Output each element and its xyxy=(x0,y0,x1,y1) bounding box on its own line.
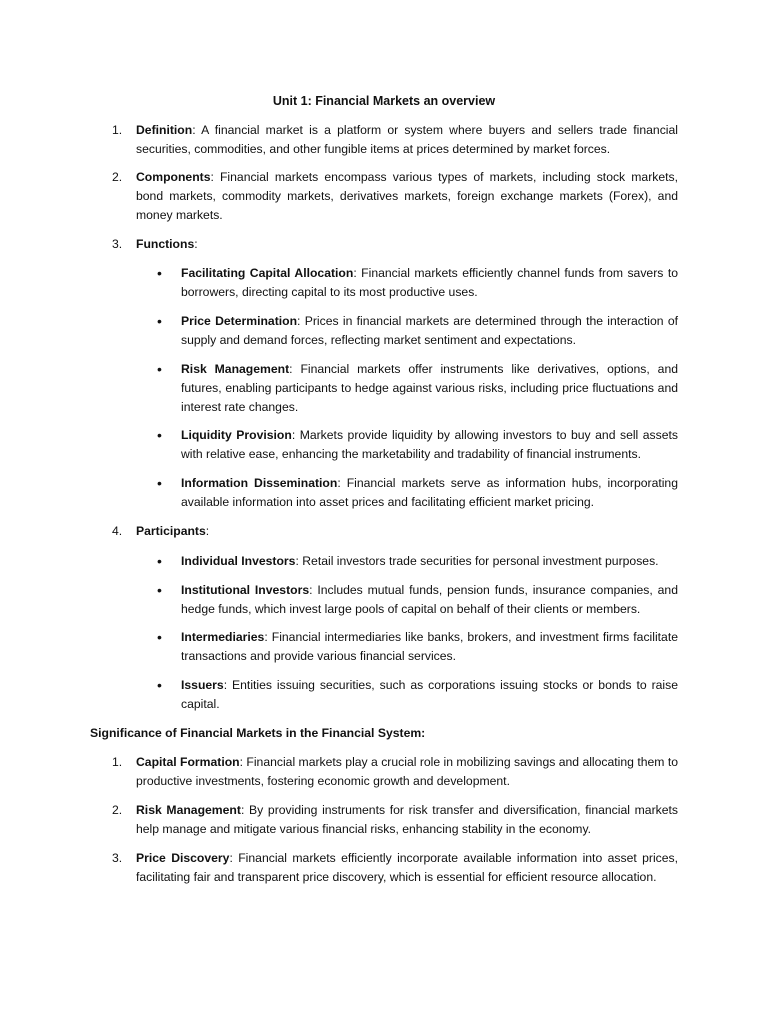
item-term: Components xyxy=(136,170,211,184)
item-term: Individual Investors xyxy=(181,554,296,568)
list-item-functions xyxy=(112,235,678,254)
item-term: Capital Formation xyxy=(136,755,240,769)
item-term: Price Determination xyxy=(181,314,298,328)
bullet-item-institutional-investors xyxy=(157,581,678,619)
item-term: Functions xyxy=(136,237,195,251)
bullet-item-information-dissemination xyxy=(157,474,678,512)
bullet-item-individual-investors xyxy=(157,552,678,571)
item-text: : Financial markets serve as information hubs, incorporating available information into asset prices and facilitating efficient market pricing. xyxy=(181,476,678,509)
bullet-item-liquidity-provision xyxy=(157,426,678,464)
bullet-icon: • xyxy=(157,313,162,329)
item-term: Participants xyxy=(136,524,206,538)
bullet-icon: • xyxy=(157,475,162,491)
item-term: Risk Management xyxy=(181,362,290,376)
item-text: : Financial markets encompass various types of markets, including stock markets, bond markets, commodity markets, derivatives markets, foreign exchange markets (Forex), and money markets. xyxy=(136,170,678,222)
bullet-icon: • xyxy=(157,361,162,377)
list-number: 1. xyxy=(112,755,123,769)
bullet-item-issuers xyxy=(157,676,678,714)
item-term: Definition xyxy=(136,123,193,137)
item-text: : Financial markets play a crucial role in mobilizing savings and allocating them to productive investments, fostering economic growth and development. xyxy=(136,755,678,788)
bullet-item-capital-allocation xyxy=(157,264,678,302)
list-number: 2. xyxy=(112,803,123,817)
bullet-icon: • xyxy=(157,265,162,281)
bullet-icon: • xyxy=(157,553,162,569)
item-term: Issuers xyxy=(181,678,224,692)
bullet-item-price-determination xyxy=(157,312,678,350)
section-heading-significance: Significance of Financial Markets in the Financial System: xyxy=(90,726,426,740)
item-term: Price Discovery xyxy=(136,851,230,865)
page-title: Unit 1: Financial Markets an overview xyxy=(272,94,496,108)
item-term: Information Dissemination xyxy=(181,476,338,490)
item-text: : Financial markets efficiently channel funds from savers to borrowers, directing capital to its most productive uses. xyxy=(181,266,678,299)
item-text: : Financial intermediaries like banks, brokers, and investment firms facilitate transactions and provide various financial services. xyxy=(181,630,678,663)
item-term: Intermediaries xyxy=(181,630,265,644)
list-number: 1. xyxy=(112,123,123,137)
list-number: 3. xyxy=(112,851,123,865)
item-text: : Financial markets offer instruments like derivatives, options, and futures, enabling participants to hedge against various risks, including price fluctuations and interest rate changes. xyxy=(181,362,679,414)
bullet-item-risk-management xyxy=(157,360,679,417)
bullet-icon: • xyxy=(157,629,162,645)
item-term: Institutional Investors xyxy=(181,583,310,597)
item-text: : Markets provide liquidity by allowing investors to buy and sell assets with relative ease, enhancing the marketability and tradability of financial instruments. xyxy=(181,428,678,461)
list-number: 2. xyxy=(112,170,123,184)
item-text: : Entities issuing securities, such as corporations issuing stocks or bonds to raise capital. xyxy=(181,678,678,711)
item-term: Facilitating Capital Allocation xyxy=(181,266,354,280)
item-text: : Retail investors trade securities for personal investment purposes. xyxy=(295,554,659,568)
item-text: : Prices in financial markets are determined through the interaction of supply and demand forces, reflecting market sentiment and expectations. xyxy=(181,314,678,347)
bullet-icon: • xyxy=(157,427,162,443)
list-item-capital-formation xyxy=(112,753,678,791)
item-text: : Financial markets efficiently incorporate available information into asset prices, facilitating fair and transparent price discovery, which is essential for efficient resource allocation. xyxy=(136,851,679,884)
item-text: : Includes mutual funds, pension funds, insurance companies, and hedge funds, which invest large pools of capital on behalf of their clients or members. xyxy=(181,583,678,616)
item-term: Liquidity Provision xyxy=(181,428,292,442)
list-item-definition xyxy=(112,121,678,159)
bullet-item-intermediaries xyxy=(157,628,678,666)
item-text: : By providing instruments for risk transfer and diversification, financial markets help manage and mitigate various financial risks, enhancing stability in the economy. xyxy=(136,803,678,836)
item-text: : xyxy=(205,524,210,538)
list-number: 4. xyxy=(112,524,123,538)
item-text: : A financial market is a platform or system where buyers and sellers trade financial securities, commodities, and other fungible items at prices determined by market forces. xyxy=(136,123,678,156)
list-item-participants xyxy=(112,522,678,541)
bullet-icon: • xyxy=(157,677,162,693)
list-number: 3. xyxy=(112,237,123,251)
list-item-price-discovery xyxy=(112,849,679,887)
list-item-components xyxy=(112,168,678,225)
bullet-icon: • xyxy=(157,582,162,598)
list-item-risk-management-significance xyxy=(112,801,678,839)
item-text: : xyxy=(194,237,198,251)
item-term: Risk Management xyxy=(136,803,241,817)
